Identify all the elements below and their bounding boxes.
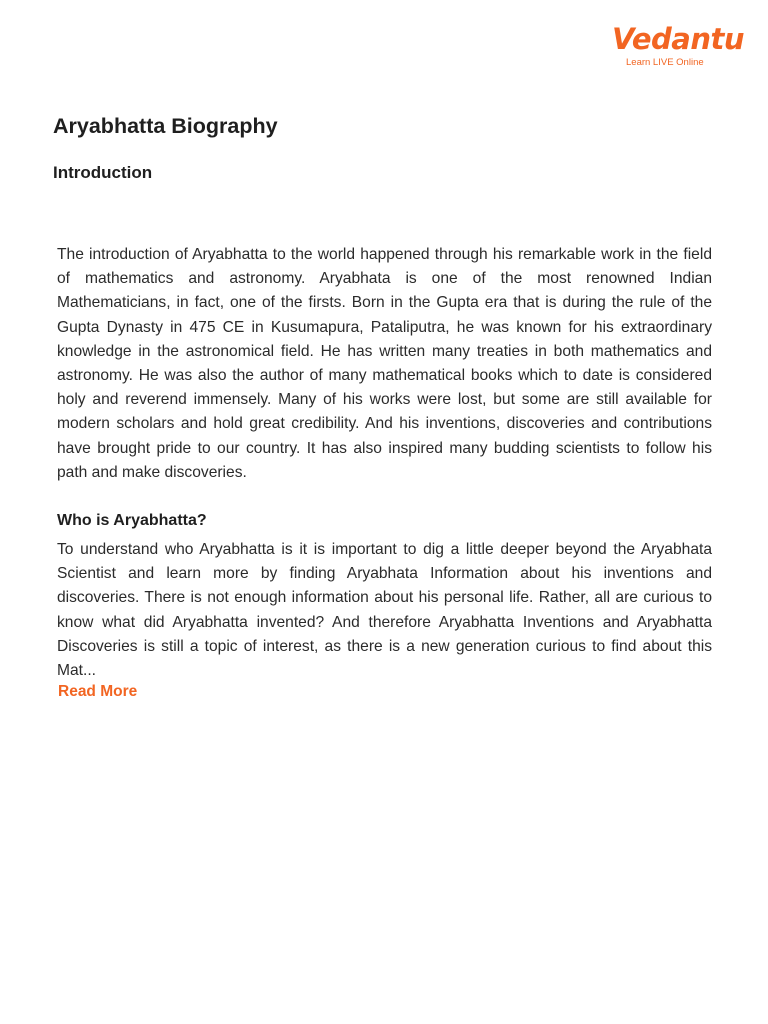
introduction-heading: Introduction [53,163,153,182]
page-title: Aryabhatta Biography [53,114,278,138]
logo-wordmark: Vedantu [612,22,744,56]
logo-tagline: Learn LIVE Online [626,57,704,68]
who-is-heading: Who is Aryabhatta? [57,512,207,529]
vedantu-logo [612,22,744,72]
introduction-paragraph: The introduction of Aryabhatta to the world happened through his remarkable work in the field of mathematics and astronomy. Aryabhata is one of the most renowned Indian Mathematicians, in fact, one of the firsts. Born in the Gupta era that is during the rule of the Gupta Dynasty in 475 CE in Kusumapura, Pataliputra, he was known for his extraordinary knowledge in the astronomical field. He has written many treaties in both mathematics and astronomy. He was also the author of many mathematical books which to date is considered holy and reverend immensely. Many of his works were lost, but some are still available for modern scholars and hold great credibility. And his inventions, discoveries and contributions have brought pride to our country. It has also inspired many budding scientists to follow his path and make discoveries. [57,246,712,481]
read-more-link[interactable]: Read More [58,683,138,700]
who-is-paragraph: To understand who Aryabhatta is it is important to dig a little deeper beyond the Aryabhata Scientist and learn more by finding Aryabhata Information about his inventions and discoveries. There is not enough information about his personal life. Rather, all are curious to know what did Aryabhatta invented? And therefore Aryabhatta Inventions and Aryabhatta Discoveries is still a topic of interest, as there is a new generation curious to find about this Mat... [57,541,712,680]
